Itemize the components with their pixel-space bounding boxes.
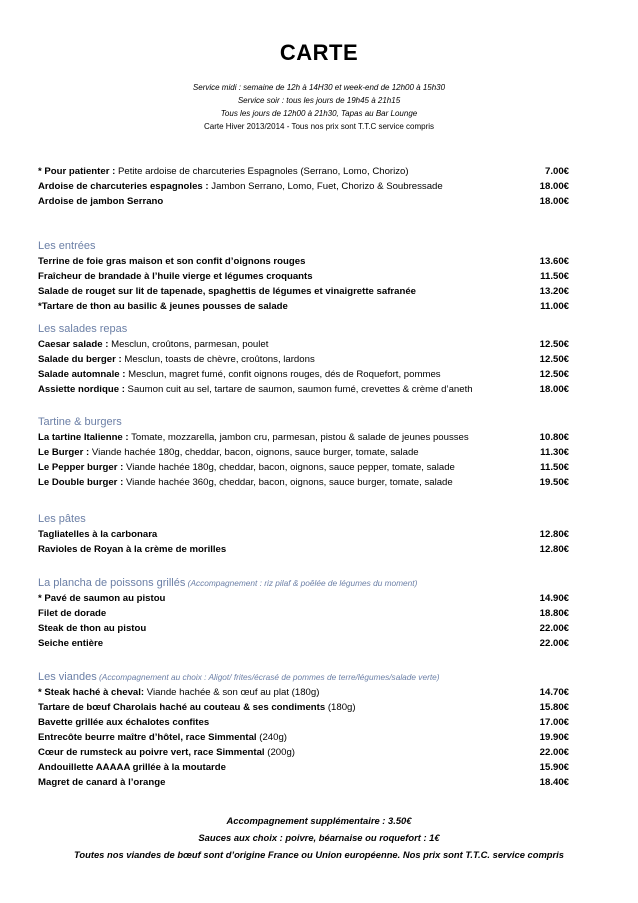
menu-item: Le Burger : Viande hachée 180g, cheddar, bacon, oignons, sauce burger, tomate, salade 11.30€ <box>38 447 569 458</box>
price: 7.00€ <box>544 166 569 177</box>
section-title-salades: Les salades repas <box>38 323 128 335</box>
menu-item: Tagliatelles à la carbonara 12.80€ <box>38 529 569 540</box>
price: 12.50€ <box>539 354 569 365</box>
menu-item: Le Pepper burger : Viande hachée 180g, cheddar, bacon, oignons, sauce pepper, tomate, salade 11.50€ <box>38 462 569 473</box>
menu-item: Caesar salade : Mesclun, croûtons, parmesan, poulet 12.50€ <box>38 339 569 350</box>
menu-item: Ardoise de jambon Serrano 18.00€ <box>38 196 569 207</box>
menu-item: Terrine de foie gras maison et son confit d’oignons rouges 13.60€ <box>38 256 569 267</box>
menu-item: Fraîcheur de brandade à l’huile vierge et légumes croquants 11.50€ <box>38 271 569 282</box>
menu-item: Filet de dorade 18.80€ <box>38 608 569 619</box>
price: 12.80€ <box>539 544 569 555</box>
service-soir: Service soir : tous les jours de 19h45 à 21h15 <box>237 96 401 105</box>
footer-origine: Toutes nos viandes de bœuf sont d’origine France ou Union européenne. Nos prix sont T.T.C. service compris <box>74 849 564 860</box>
menu-item: Magret de canard à l’orange 18.40€ <box>38 777 569 788</box>
price: 14.90€ <box>539 593 569 604</box>
service-midi: Service midi : semaine de 12h à 14H30 et week-end de 12h00 à 15h30 <box>192 83 446 92</box>
price: 13.60€ <box>539 256 569 267</box>
menu-item: Tartare de bœuf Charolais haché au couteau & ses condiments (180g) 15.80€ <box>38 702 569 713</box>
footer-accompagnement: Accompagnement supplémentaire : 3.50€ <box>226 815 412 826</box>
menu-item: *Tartare de thon au basilic & jeunes pousses de salade 11.00€ <box>38 301 569 312</box>
menu-item: Ravioles de Royan à la crème de morilles 12.80€ <box>38 544 569 555</box>
footer-sauces: Sauces aux choix : poivre, béarnaise ou roquefort : 1€ <box>198 832 440 843</box>
price: 22.00€ <box>539 623 569 634</box>
price: 13.20€ <box>539 286 569 297</box>
price: 10.80€ <box>539 432 569 443</box>
price: 11.50€ <box>540 271 569 282</box>
section-title-viandes: Les viandes (Accompagnement au choix : Aligot/ frites/écrasé de pommes de terre/légumes/salade verte) <box>38 671 440 683</box>
price: 19.90€ <box>539 732 569 743</box>
price: 22.00€ <box>539 638 569 649</box>
price: 19.50€ <box>539 477 569 488</box>
price: 18.00€ <box>539 384 569 395</box>
menu-item: Ardoise de charcuteries espagnoles : Jambon Serrano, Lomo, Fuet, Chorizo & Soubressade 18.00€ <box>38 181 569 192</box>
menu-item: Steak de thon au pistou 22.00€ <box>38 623 569 634</box>
price: 18.00€ <box>539 181 569 192</box>
menu-item: Assiette nordique : Saumon cuit au sel, tartare de saumon, saumon fumé, crevettes & crème d’aneth 18.00€ <box>38 384 569 395</box>
price: 18.40€ <box>539 777 569 788</box>
service-hours <box>0 81 638 133</box>
section-title-entrees: Les entrées <box>38 240 96 252</box>
price: 18.00€ <box>539 196 569 207</box>
price: 12.80€ <box>539 529 569 540</box>
price: 11.50€ <box>540 462 569 473</box>
menu-item: * Pavé de saumon au pistou 14.90€ <box>38 593 569 604</box>
price: 22.00€ <box>539 747 569 758</box>
menu-item: * Pour patienter : Petite ardoise de charcuteries Espagnoles (Serrano, Lomo, Chorizo) 7.00€ <box>38 166 569 177</box>
menu-item: Le Double burger : Viande hachée 360g, cheddar, bacon, oignons, sauce burger, tomate, salade 19.50€ <box>38 477 569 488</box>
menu-item: Andouillette AAAAA grillée à la moutarde 15.90€ <box>38 762 569 773</box>
tapas-hours: Tous les jours de 12h00 à 21h30, Tapas au Bar Lounge <box>220 109 418 118</box>
menu-item: Salade du berger : Mesclun, toasts de chèvre, croûtons, lardons 12.50€ <box>38 354 569 365</box>
price: 11.30€ <box>540 447 569 458</box>
section-title-tartines: Tartine & burgers <box>38 416 122 428</box>
price: 12.50€ <box>539 339 569 350</box>
menu-item: Cœur de rumsteck au poivre vert, race Simmental (200g) 22.00€ <box>38 747 569 758</box>
price: 17.00€ <box>539 717 569 728</box>
price: 15.90€ <box>539 762 569 773</box>
page-title: CARTE <box>279 40 359 65</box>
menu-item: Bavette grillée aux échalotes confites 17.00€ <box>38 717 569 728</box>
price: 12.50€ <box>539 369 569 380</box>
price: 18.80€ <box>539 608 569 619</box>
season-note: Carte Hiver 2013/2014 - Tous nos prix sont T.T.C service compris <box>203 122 435 131</box>
menu-item: Salade de rouget sur lit de tapenade, spaghettis de légumes et vinaigrette safranée 13.20€ <box>38 286 569 297</box>
section-title-pates: Les pâtes <box>38 513 86 525</box>
menu-item: * Steak haché à cheval: Viande hachée & son œuf au plat (180g) 14.70€ <box>38 687 569 698</box>
section-title-plancha: La plancha de poissons grillés (Accompagnement : riz pilaf & poêlée de légumes du moment) <box>38 577 418 589</box>
price: 15.80€ <box>539 702 569 713</box>
menu-item: Seiche entière 22.00€ <box>38 638 569 649</box>
menu-item: Salade automnale : Mesclun, magret fumé, confit oignons rouges, dés de Roquefort, pommes 12.50€ <box>38 369 569 380</box>
price: 11.00€ <box>540 301 569 312</box>
price: 14.70€ <box>539 687 569 698</box>
menu-item: Entrecôte beurre maître d’hôtel, race Simmental (240g) 19.90€ <box>38 732 569 743</box>
menu-item: La tartine Italienne : Tomate, mozzarella, jambon cru, parmesan, pistou & salade de jeunes pousses 10.80€ <box>38 432 569 443</box>
